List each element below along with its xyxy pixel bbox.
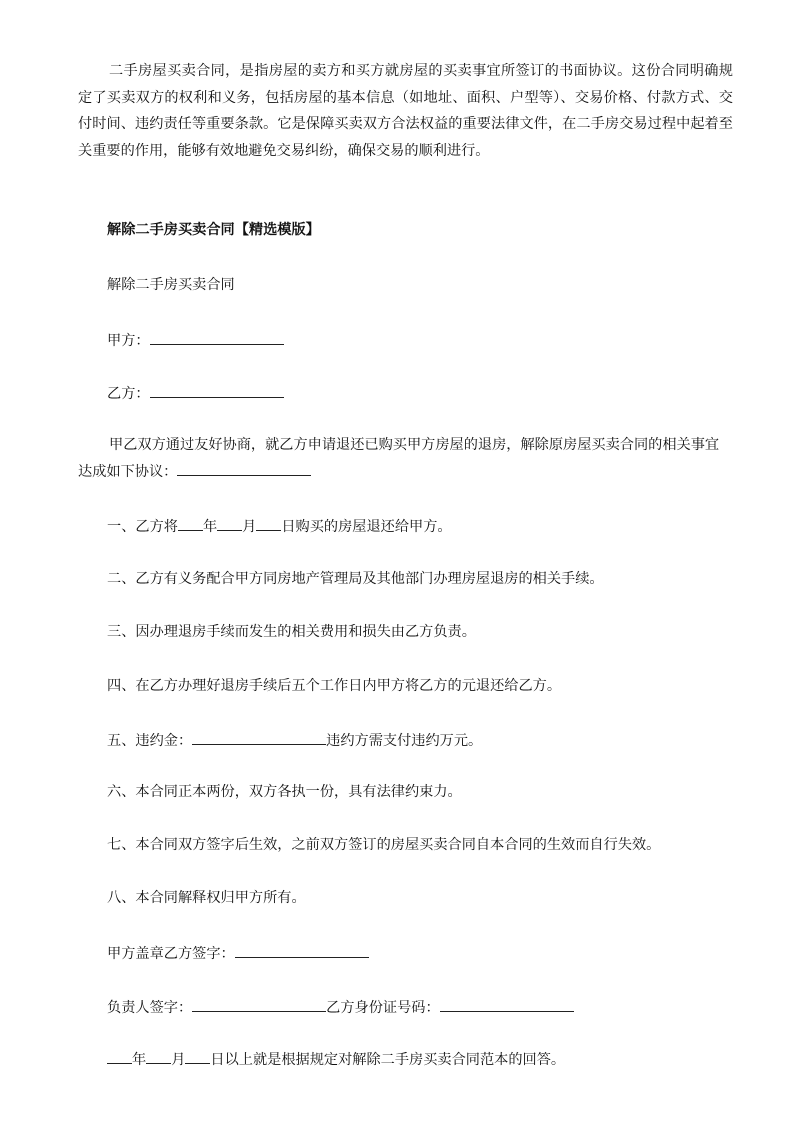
clause-5-suffix: 违约方需支付违约万元。 <box>326 733 483 749</box>
agreement-text: 甲乙双方通过友好协商，就乙方申请退还已购买甲方房屋的退房，解除原房屋买卖合同的相关事宜达成如下协议： <box>78 437 720 480</box>
responsible-blank[interactable] <box>192 996 326 1012</box>
clause-1-prefix: 一、乙方将 <box>107 519 178 535</box>
clause-1-year-blank[interactable] <box>178 515 203 531</box>
party-b-label: 乙方： <box>107 386 150 402</box>
signature-blank[interactable] <box>235 942 369 958</box>
clause-5-prefix: 五、违约金： <box>107 733 193 749</box>
agreement-paragraph <box>78 432 733 486</box>
closing-year-blank[interactable] <box>107 1048 132 1064</box>
clause-1-month: 月 <box>242 519 257 535</box>
party-b-line <box>107 382 284 404</box>
contract-title: 解除二手房买卖合同 <box>107 277 235 293</box>
clause-1-suffix: 日购买的房屋退还给甲方。 <box>281 519 452 535</box>
agreement-blank[interactable] <box>177 460 311 476</box>
signature-label: 甲方盖章乙方签字： <box>107 946 235 962</box>
clause-4: 四、在乙方办理好退房手续后五个工作日内甲方将乙方的元退还给乙方。 <box>107 678 562 694</box>
closing-month: 月 <box>171 1052 186 1068</box>
id-number-blank[interactable] <box>440 996 574 1012</box>
closing-day-blank[interactable] <box>185 1048 210 1064</box>
clause-8: 八、本合同解释权归甲方所有。 <box>107 890 306 906</box>
intro-paragraph: 二手房屋买卖合同，是指房屋的卖方和买方就房屋的买卖事宜所签订的书面协议。这份合同明确规定了买卖双方的权利和义务，包括房屋的基本信息（如地址、面积、户型等）、交易价格、付款方式、交付时间、违约责任等重要条款。它是保障买卖双方合法权益的重要法律文件，在二手房交易过程中起着至关重要的作用，能够有效地避免交易纠纷，确保交易的顺利进行。 <box>78 63 733 159</box>
clause-3: 三、因办理退房手续而发生的相关费用和损失由乙方负责。 <box>107 624 476 640</box>
party-a-blank[interactable] <box>150 329 284 345</box>
clause-5 <box>107 729 482 751</box>
party-a-label: 甲方： <box>107 333 150 349</box>
penalty-blank[interactable] <box>192 729 326 745</box>
closing-line <box>107 1048 565 1070</box>
party-a-line <box>107 329 284 351</box>
responsible-line <box>107 996 574 1018</box>
signature-line <box>107 942 369 964</box>
clause-1 <box>107 515 452 537</box>
party-b-blank[interactable] <box>150 382 284 398</box>
document-heading: 解除二手房买卖合同【精选模版】 <box>107 222 320 238</box>
closing-suffix: 日以上就是根据规定对解除二手房买卖合同范本的回答。 <box>210 1052 566 1068</box>
closing-month-blank[interactable] <box>146 1048 171 1064</box>
clause-7: 七、本合同双方签字后生效，之前双方签订的房屋买卖合同自本合同的生效而自行失效。 <box>107 837 661 853</box>
closing-year: 年 <box>132 1052 147 1068</box>
clause-1-month-blank[interactable] <box>217 515 242 531</box>
clause-6: 六、本合同正本两份，双方各执一份，具有法律约束力。 <box>107 784 462 800</box>
responsible-label: 负责人签字： <box>107 1000 193 1016</box>
clause-2: 二、乙方有义务配合甲方同房地产管理局及其他部门办理房屋退房的相关手续。 <box>107 571 604 587</box>
clause-1-day-blank[interactable] <box>256 515 281 531</box>
clause-1-year: 年 <box>202 519 218 535</box>
id-number-label: 乙方身份证号码： <box>326 1000 440 1016</box>
